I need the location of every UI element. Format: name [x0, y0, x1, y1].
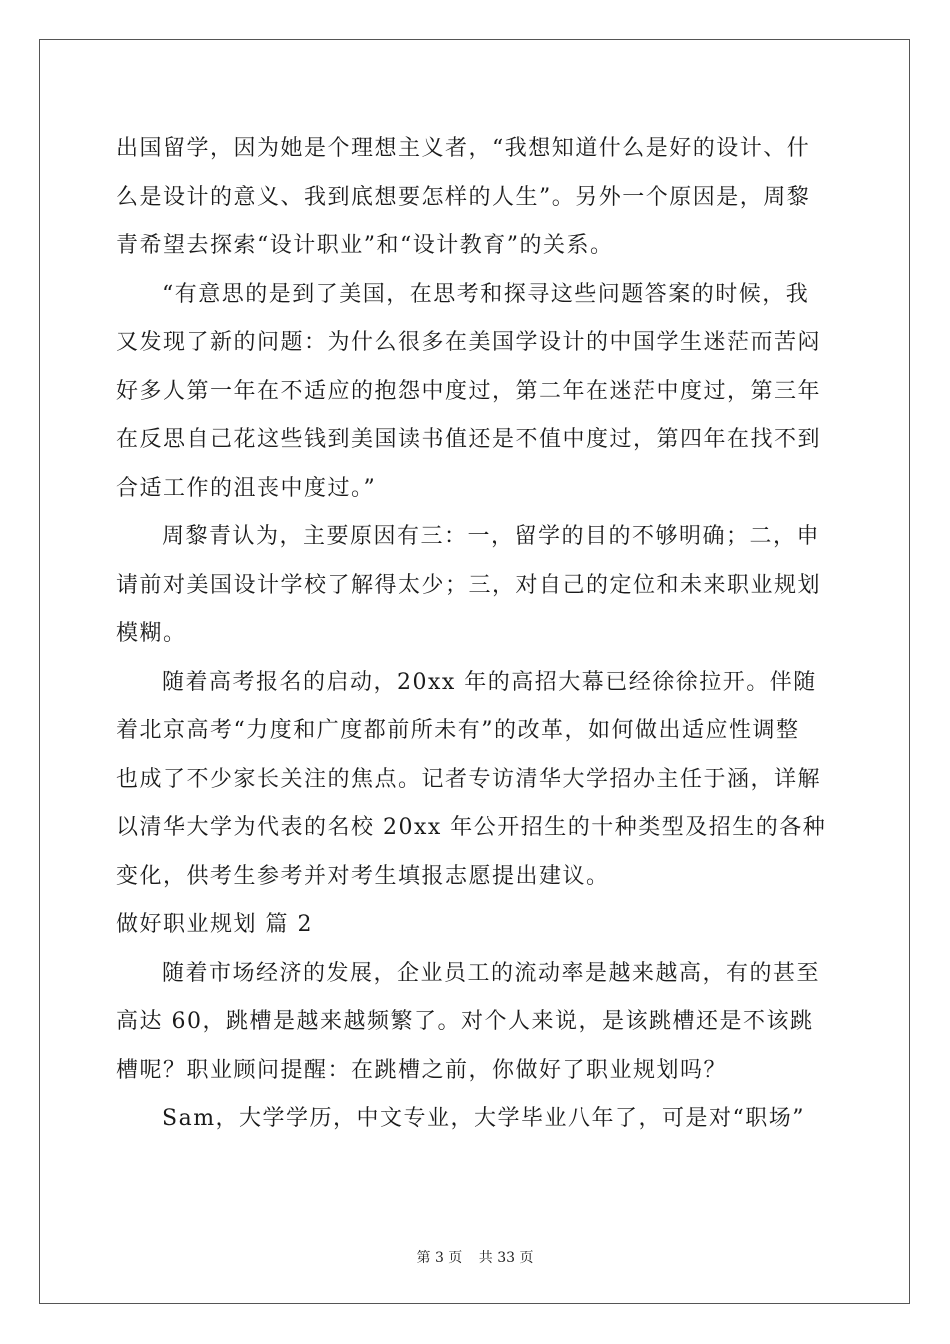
text-line: 以清华大学为代表的名校 20xx 年公开招生的十种类型及招生的各种	[116, 815, 827, 840]
paragraph-start: Sam，大学学历，中文专业，大学毕业八年了，可是对“职场”	[162, 1106, 806, 1131]
text-line: 槽呢？职业顾问提醒：在跳槽之前，你做好了职业规划吗？	[116, 1057, 728, 1083]
text-line: 出国留学，因为她是个理想主义者，“我想知道什么是好的设计、什	[116, 136, 811, 161]
text-line: 着北京高考“力度和广度都前所未有”的改革，如何做出适应性调整	[116, 718, 800, 743]
paragraph-start: “有意思的是到了美国，在思考和探寻这些问题答案的时候，我	[162, 281, 810, 307]
text-line: 么是设计的意义、我到底想要怎样的人生”。另外一个原因是，周黎	[116, 184, 811, 210]
text-line: 变化，供考生参考并对考生填报志愿提出建议。	[116, 863, 610, 889]
text-line: 高达 60，跳槽是越来越频繁了。对个人来说，是该跳槽还是不该跳	[116, 1009, 814, 1034]
text-line: 好多人第一年在不适应的抱怨中度过，第二年在迷茫中度过，第三年	[116, 378, 822, 404]
paragraph-start: 随着市场经济的发展，企业员工的流动率是越来越高，有的甚至	[162, 960, 821, 986]
text-line: 在反思自己花这些钱到美国读书值还是不值中度过，第四年在找不到	[116, 427, 822, 452]
page-total: 共 33 页	[478, 1250, 534, 1266]
text-line: 又发现了新的问题：为什么很多在美国学设计的中国学生迷茫而苦闷	[116, 330, 822, 355]
paragraph-start: 周黎青认为，主要原因有三：一，留学的目的不够明确；二，申	[162, 524, 821, 549]
text-line: 也成了不少家长关注的焦点。记者专访清华大学招办主任于涵，详解	[116, 766, 822, 792]
paragraph-start: 随着高考报名的启动，20xx 年的高招大幕已经徐徐拉开。伴随	[162, 669, 817, 695]
section-heading: 做好职业规划 篇 2	[116, 912, 313, 937]
text-line: 合适工作的沮丧中度过。”	[116, 475, 377, 501]
page-number: 第 3 页	[416, 1250, 463, 1266]
text-line: 请前对美国设计学校了解得太少；三，对自己的定位和未来职业规划	[116, 572, 822, 598]
text-line: 模糊。	[116, 621, 187, 646]
page-footer	[0, 1247, 950, 1267]
text-line: 青希望去探索“设计职业”和“设计教育”的关系。	[116, 233, 614, 258]
document-body	[116, 125, 831, 1144]
